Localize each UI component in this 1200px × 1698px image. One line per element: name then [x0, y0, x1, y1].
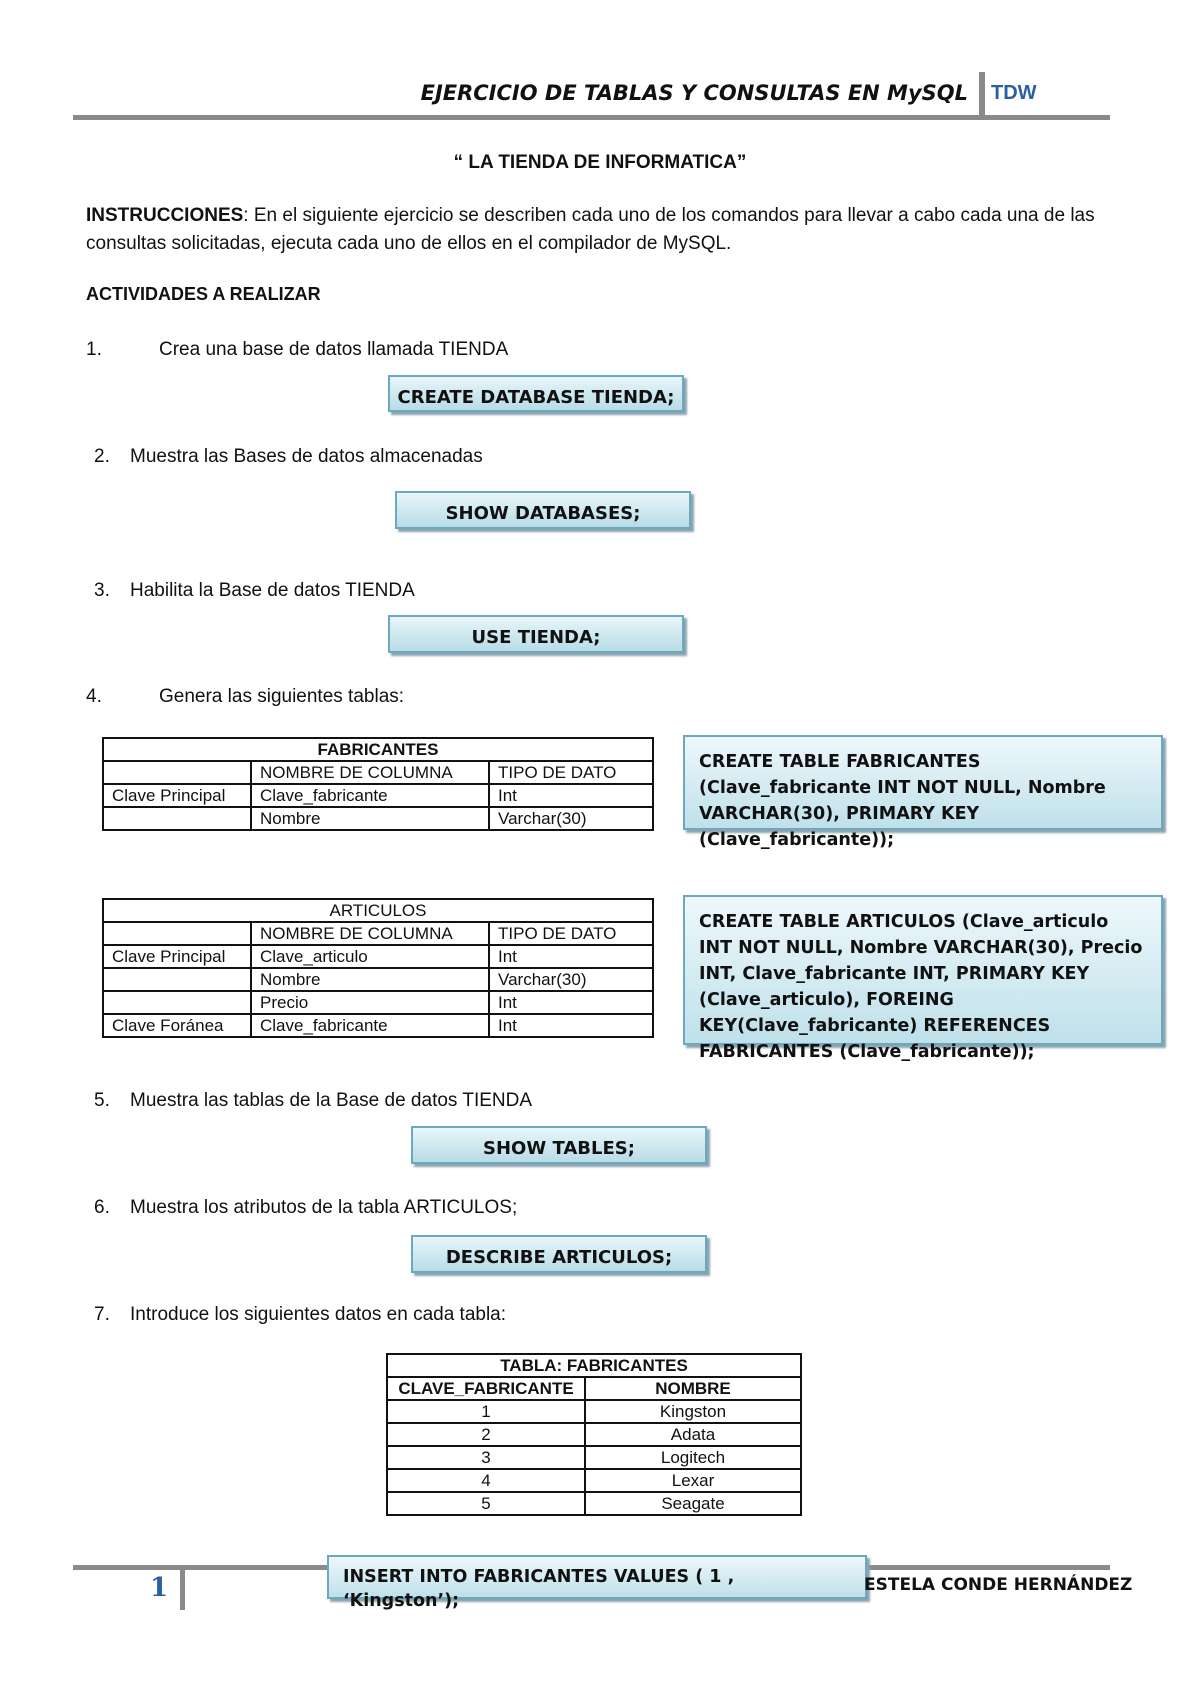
show-tables-command — [411, 1126, 707, 1164]
table-row — [103, 738, 653, 761]
table-cell: Clave_fabricante — [251, 1014, 489, 1037]
step-text: Muestra las Bases de datos almacenadas — [130, 446, 483, 467]
table-cell — [103, 968, 251, 991]
table-cell: Clave_fabricante — [251, 784, 489, 807]
table-cell: 4 — [387, 1469, 585, 1492]
step-7 — [94, 1304, 506, 1326]
table-row — [103, 784, 653, 807]
step-text: Genera las siguientes tablas: — [159, 686, 405, 707]
step-number: 4. — [86, 686, 102, 707]
table-cell: 2 — [387, 1423, 585, 1446]
step-text: Muestra las tablas de la Base de datos TIENDA — [130, 1090, 533, 1111]
step-number: 1. — [86, 339, 102, 360]
step-number: 7. — [94, 1304, 110, 1325]
table-row — [103, 899, 653, 922]
table-cell: Lexar — [585, 1469, 801, 1492]
table-cell: Clave Principal — [103, 945, 251, 968]
table-row — [387, 1446, 801, 1469]
create-articulos-sql: CREATE TABLE ARTICULOS (Clave_articulo INT NOT NULL, Nombre VARCHAR(30), Precio INT, Clave_fabricante INT, PRIMARY KEY (Clave_articulo), FOREING KEY(Clave_fabricante) REFERENCES FABRICANTES (Clave_fabricante)); — [683, 895, 1163, 1045]
command-text: SHOW DATABASES; — [445, 503, 641, 524]
show-databases-command — [395, 491, 691, 529]
step-5 — [94, 1090, 532, 1112]
table-cell: Nombre — [251, 968, 489, 991]
table-title: FABRICANTES — [103, 738, 653, 761]
table-row — [103, 945, 653, 968]
fabricantes-structure-table — [102, 737, 654, 831]
header-tag: TDW — [991, 82, 1037, 104]
table-row — [387, 1377, 801, 1400]
instructions-label: INSTRUCCIONES — [86, 205, 244, 226]
table-cell: NOMBRE DE COLUMNA — [251, 761, 489, 784]
table-cell: Logitech — [585, 1446, 801, 1469]
describe-articulos-command — [411, 1235, 707, 1273]
step-4 — [86, 686, 404, 708]
table-cell: Nombre — [251, 807, 489, 830]
table-cell — [103, 807, 251, 830]
table-row — [387, 1354, 801, 1377]
table-cell — [103, 922, 251, 945]
table-cell: Int — [489, 784, 653, 807]
instructions-paragraph — [86, 202, 1116, 258]
use-tienda-command — [388, 615, 684, 653]
table-cell: Clave_articulo — [251, 945, 489, 968]
command-text: DESCRIBE ARTICULOS; — [445, 1247, 673, 1268]
table-cell: 1 — [387, 1400, 585, 1423]
table-row — [103, 991, 653, 1014]
step-number: 3. — [94, 580, 110, 601]
step-number: 2. — [94, 446, 110, 467]
create-fabricantes-sql: CREATE TABLE FABRICANTES (Clave_fabricante INT NOT NULL, Nombre VARCHAR(30), PRIMARY KEY (Clave_fabricante)); — [683, 735, 1163, 830]
table-cell — [103, 761, 251, 784]
step-text: Habilita la Base de datos TIENDA — [130, 580, 415, 601]
articulos-structure-table — [102, 898, 654, 1038]
table-cell: Adata — [585, 1423, 801, 1446]
table-row — [387, 1400, 801, 1423]
step-number: 5. — [94, 1090, 110, 1111]
table-row — [103, 922, 653, 945]
step-1 — [86, 339, 508, 361]
header-divider — [979, 72, 985, 117]
table-title: TABLA: FABRICANTES — [387, 1354, 801, 1377]
instructions-text: : En el siguiente ejercicio se describen cada uno de los comandos para llevar a cabo cada una de las consultas solicitadas, ejecuta cada uno de ellos en el compilador de MySQL. — [86, 205, 1095, 254]
table-cell: TIPO DE DATO — [489, 922, 653, 945]
insert-command: INSERT INTO FABRICANTES VALUES ( 1 , ‘Kingston’); — [327, 1555, 867, 1599]
table-cell: Int — [489, 945, 653, 968]
command-text: CREATE DATABASE TIENDA; — [397, 387, 675, 408]
step-text: Introduce los siguientes datos en cada tabla: — [130, 1304, 507, 1325]
table-cell: Seagate — [585, 1492, 801, 1515]
table-header: CLAVE_FABRICANTE — [387, 1377, 585, 1400]
table-title: ARTICULOS — [103, 899, 653, 922]
activities-heading: ACTIVIDADES A REALIZAR — [86, 284, 321, 304]
table-row — [103, 807, 653, 830]
step-number: 6. — [94, 1197, 110, 1218]
fabricantes-data-table — [386, 1353, 802, 1516]
table-cell — [103, 991, 251, 1014]
step-2 — [94, 446, 483, 468]
footer-author: ESTELA CONDE HERNÁNDEZ — [864, 1575, 1133, 1595]
command-text: USE TIENDA; — [471, 627, 601, 648]
table-cell: Varchar(30) — [489, 807, 653, 830]
step-3 — [94, 580, 415, 602]
table-cell: Varchar(30) — [489, 968, 653, 991]
table-cell: 5 — [387, 1492, 585, 1515]
table-cell: TIPO DE DATO — [489, 761, 653, 784]
table-row — [103, 761, 653, 784]
table-row — [387, 1469, 801, 1492]
header-rule — [73, 115, 1110, 120]
command-text: SHOW TABLES; — [483, 1138, 635, 1159]
table-cell: Clave Principal — [103, 784, 251, 807]
step-text: Muestra los atributos de la tabla ARTICULOS; — [130, 1197, 518, 1218]
table-cell: Int — [489, 991, 653, 1014]
page-number: 1 — [150, 1573, 169, 1603]
table-cell: Clave Foránea — [103, 1014, 251, 1037]
table-row — [103, 968, 653, 991]
table-cell: 3 — [387, 1446, 585, 1469]
create-database-command — [388, 375, 684, 412]
table-cell: Int — [489, 1014, 653, 1037]
table-header: NOMBRE — [585, 1377, 801, 1400]
table-cell: NOMBRE DE COLUMNA — [251, 922, 489, 945]
document-title: “ LA TIENDA DE INFORMATICA” — [453, 152, 747, 173]
step-text: Crea una base de datos llamada TIENDA — [159, 339, 509, 360]
footer-divider — [180, 1567, 185, 1610]
table-cell: Kingston — [585, 1400, 801, 1423]
table-cell: Precio — [251, 991, 489, 1014]
table-row — [103, 1014, 653, 1037]
table-row — [387, 1492, 801, 1515]
step-6 — [94, 1197, 517, 1219]
header-title: EJERCICIO DE TABLAS Y CONSULTAS EN MySQL — [420, 81, 968, 105]
table-row — [387, 1423, 801, 1446]
